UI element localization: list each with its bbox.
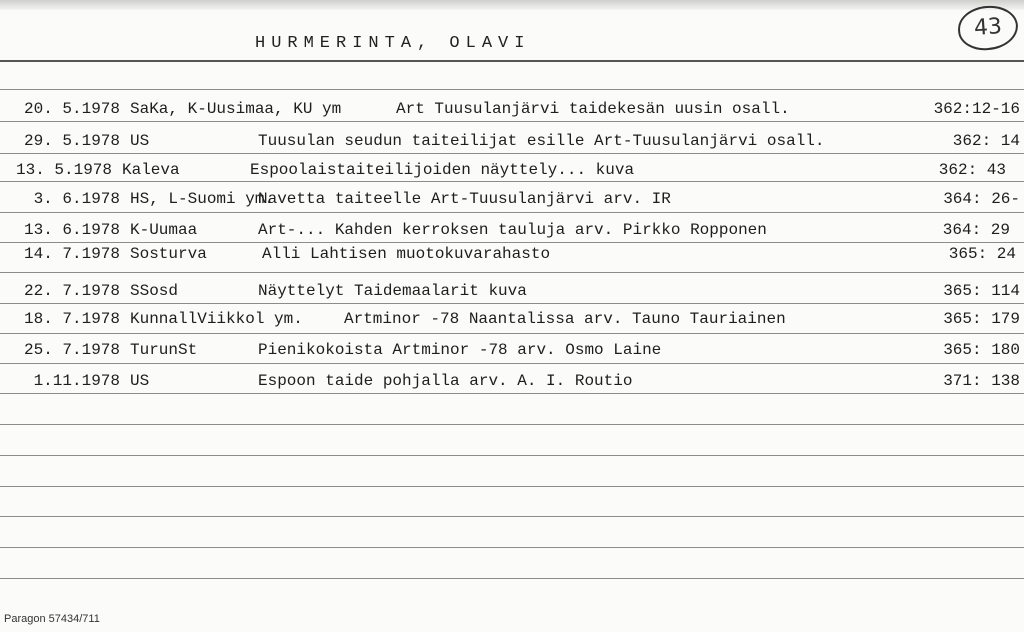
ruled-line [0, 363, 1024, 364]
card-number-badge: 43 [957, 4, 1020, 52]
entry-ref: 365: 179 [943, 310, 1020, 328]
entry-source: K-Uumaa [130, 221, 198, 239]
entry-date: 14. 7.1978 [23, 245, 120, 263]
entry-date: 3. 6.1978 [33, 190, 120, 208]
ruled-line [0, 242, 1024, 243]
entry-source: US [130, 132, 150, 150]
entry-source: Sosturva [130, 245, 207, 263]
ruled-line [0, 303, 1024, 304]
ruled-line [0, 393, 1024, 394]
entry-row [0, 372, 1024, 400]
entry-title: Artminor -78 Naantalissa arv. Tauno Tauriainen [344, 310, 786, 328]
entry-source: SSosd [130, 282, 179, 300]
entry-date: 13. 5.1978 [15, 161, 112, 179]
entry-title: Espoolaistaiteilijoiden näyttely... kuva [250, 161, 635, 179]
entry-source: Kaleva [122, 161, 180, 179]
entry-ref: 365: 180 [943, 341, 1020, 359]
header-rule [0, 60, 1024, 62]
entry-source: KunnallViikkol ym. [130, 310, 303, 328]
entry-row [0, 132, 1024, 160]
entry-row [0, 161, 1024, 189]
ruled-line [0, 121, 1024, 122]
entry-date: 22. 7.1978 [23, 282, 120, 300]
ruled-line [0, 455, 1024, 456]
entry-source: SaKa, K-Uusimaa, KU ym [130, 100, 342, 118]
entry-ref: 371: 138 [943, 372, 1020, 390]
entry-row [0, 245, 1024, 273]
entry-title: Art-... Kahden kerroksen tauluja arv. Pirkko Ropponen [258, 221, 767, 239]
card-top-edge [0, 0, 1024, 10]
entry-date: 29. 5.1978 [23, 132, 120, 150]
card-footer: Paragon 57434/711 [4, 613, 100, 625]
entry-ref: 365: 24 [948, 245, 1016, 263]
entry-title: Art Tuusulanjärvi taidekesän uusin osall. [396, 100, 790, 118]
entry-row [0, 190, 1024, 218]
ruled-line [0, 153, 1024, 154]
entry-date: 1.11.1978 [33, 372, 120, 390]
entry-ref: 362:12-16 [933, 100, 1020, 118]
ruled-line [0, 333, 1024, 334]
entry-title: Näyttelyt Taidemaalarit kuva [258, 282, 527, 300]
entry-source: TurunSt [130, 341, 198, 359]
ruled-line [0, 578, 1024, 579]
card-title: HURMERINTA, OLAVI [255, 34, 531, 53]
entry-title: Alli Lahtisen muotokuvarahasto [262, 245, 551, 263]
ruled-line [0, 424, 1024, 425]
entry-title: Espoon taide pohjalla arv. A. I. Routio [258, 372, 633, 390]
ruled-line [0, 181, 1024, 182]
ruled-line [0, 272, 1024, 273]
entry-date: 25. 7.1978 [23, 341, 120, 359]
entry-date: 18. 7.1978 [23, 310, 120, 328]
entry-row [0, 282, 1024, 310]
entry-source: HS, L-Suomi ym. [130, 190, 275, 208]
entry-row [0, 100, 1024, 128]
ruled-line [0, 212, 1024, 213]
entry-title: Pienikokoista Artminor -78 arv. Osmo Laine [258, 341, 662, 359]
entry-row [0, 341, 1024, 369]
entry-date: 13. 6.1978 [23, 221, 120, 239]
ruled-line [0, 89, 1024, 90]
entry-source: US [130, 372, 150, 390]
entry-title: Tuusulan seudun taiteilijat esille Art-Tuusulanjärvi osall. [258, 132, 825, 150]
ruled-line [0, 516, 1024, 517]
entry-ref: 364: 26- [943, 190, 1020, 208]
entry-ref: 362: 14 [952, 132, 1020, 150]
entry-ref: 365: 114 [943, 282, 1020, 300]
entry-title: Navetta taiteelle Art-Tuusulanjärvi arv. IR [258, 190, 671, 208]
entry-date: 20. 5.1978 [23, 100, 120, 118]
ruled-line [0, 547, 1024, 548]
ruled-line [0, 486, 1024, 487]
entry-ref: 364: 29 [942, 221, 1010, 239]
entry-ref: 362: 43 [938, 161, 1006, 179]
